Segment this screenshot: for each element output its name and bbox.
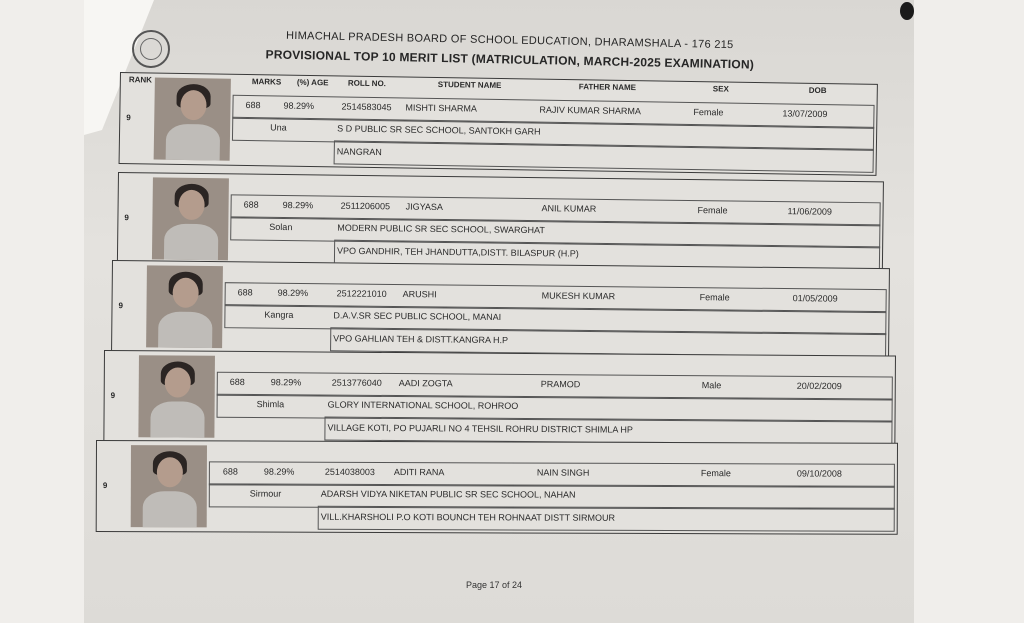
cell-district: Solan	[269, 221, 293, 233]
cell-name: MISHTI SHARMA	[405, 102, 478, 114]
right-margin	[914, 0, 1024, 623]
cell-father: ANIL KUMAR	[541, 203, 597, 214]
rank: 9	[124, 213, 129, 223]
cell-address: VILL.KHARSHOLI P.O KOTI BOUNCH TEH ROHNAAT DISTT SIRMOUR	[320, 511, 615, 523]
page-number: Page 17 of 24	[466, 580, 523, 590]
col-father: FATHER NAME	[578, 82, 637, 93]
rank: 9	[110, 391, 116, 401]
cell-percent: 98.29%	[277, 287, 309, 299]
cell-school: D.A.V.SR SEC PUBLIC SCHOOL, MANAI	[333, 310, 502, 323]
cell-dob: 11/06/2009	[787, 206, 833, 217]
cell-sex: Female	[697, 205, 728, 216]
cell-address: VPO GANDHIR, TEH JHANDUTTA,DISTT. BILASPUR (H.P)	[336, 245, 579, 259]
student-record	[119, 72, 878, 176]
cell-marks: 688	[245, 99, 261, 111]
col-age: (%) AGE	[296, 77, 329, 88]
cell-marks: 688	[237, 287, 253, 298]
cell-sex: Female	[700, 468, 731, 479]
col-rank: RANK	[128, 75, 153, 85]
cell-father: PRAMOD	[540, 379, 581, 390]
cell-marks: 688	[229, 376, 245, 387]
cell-district: Kangra	[264, 309, 294, 320]
col-student: STUDENT NAME	[437, 79, 502, 90]
cell-roll: 2514583045	[341, 101, 392, 113]
cell-percent: 98.29%	[263, 466, 295, 477]
col-dob: DOB	[808, 85, 827, 96]
cell-roll: 2514038003	[324, 466, 375, 477]
left-margin	[0, 0, 84, 623]
cell-school: MODERN PUBLIC SR SEC SCHOOL, SWARGHAT	[337, 222, 545, 236]
cell-address: VILLAGE KOTI, PO PUJARLI NO 4 TEHSIL ROHRU DISTRICT SHIMLA HP	[327, 422, 633, 435]
cell-school: S D PUBLIC SR SEC SCHOOL, SANTOKH GARH	[337, 123, 541, 137]
cell-address: VPO GAHLIAN TEH & DISTT.KANGRA H.P	[333, 333, 509, 346]
cell-school: ADARSH VIDYA NIKETAN PUBLIC SR SEC SCHOOL, NAHAN	[320, 488, 576, 500]
cell-marks: 688	[243, 199, 259, 210]
student-photo	[146, 265, 223, 348]
cell-dob: 09/10/2008	[796, 468, 842, 479]
student-photo	[138, 355, 215, 438]
cell-district: Sirmour	[249, 488, 282, 499]
cell-dob: 20/02/2009	[796, 380, 842, 392]
board-name: HIMACHAL PRADESH BOARD OF SCHOOL EDUCATION, DHARAMSHALA - 176 215	[285, 29, 734, 52]
cell-percent: 98.29%	[283, 100, 315, 112]
cell-father: NAIN SINGH	[536, 467, 590, 478]
student-photo	[131, 445, 207, 527]
student-record	[96, 440, 898, 535]
cell-roll: 2512221010	[336, 288, 387, 299]
dark-spot	[900, 2, 914, 20]
cell-name: ADITI RANA	[393, 467, 445, 478]
cell-percent: 98.29%	[282, 200, 314, 211]
cell-district: Una	[270, 122, 287, 133]
cell-name: ARUSHI	[402, 289, 437, 300]
cell-sex: Male	[701, 380, 722, 391]
student-photo	[152, 177, 229, 260]
col-marks: MARKS	[251, 77, 282, 87]
cell-father: MUKESH KUMAR	[541, 290, 616, 302]
rank: 9	[126, 113, 131, 123]
cell-roll: 2511206005	[340, 200, 391, 212]
student-photo	[154, 78, 231, 161]
cell-dob: 13/07/2009	[782, 108, 828, 120]
cell-school: GLORY INTERNATIONAL SCHOOL, ROHROO	[327, 399, 519, 411]
student-record	[117, 172, 884, 273]
cell-sex: Female	[699, 292, 730, 303]
cell-father: RAJIV KUMAR SHARMA	[539, 104, 642, 117]
col-sex: SEX	[712, 84, 729, 94]
rank: 9	[102, 481, 108, 491]
cell-percent: 98.29%	[270, 377, 302, 388]
rank: 9	[118, 301, 124, 311]
cell-district: Shimla	[256, 399, 285, 410]
page-title: PROVISIONAL TOP 10 MERIT LIST (MATRICULATION, MARCH-2025 EXAMINATION)	[265, 47, 755, 72]
student-record	[103, 350, 896, 448]
cell-name: JIGYASA	[405, 201, 444, 212]
cell-marks: 688	[222, 466, 238, 477]
cell-sex: Female	[693, 107, 724, 118]
cell-roll: 2513776040	[331, 377, 382, 388]
student-record	[111, 260, 890, 360]
col-roll: ROLL NO.	[347, 78, 386, 89]
cell-address: NANGRAN	[336, 146, 382, 158]
cell-dob: 01/05/2009	[792, 293, 838, 304]
cell-name: AADI ZOGTA	[398, 378, 453, 389]
